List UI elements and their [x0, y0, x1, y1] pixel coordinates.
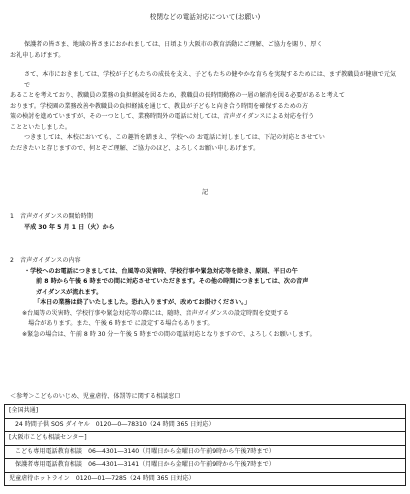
text-line: さて、本市におきましては、学校が子どもたちの成長を支え、子どもたちの健やかな育ちを実現するためには、まず教職員が健康で元気で — [24, 71, 396, 89]
table-cell: 保護者専用電話教育相談 06―4301―3141（月曜日から金曜日の午前9時から午後7時まで） — [5, 459, 406, 473]
section-start-date — [10, 212, 402, 233]
table-row — [5, 472, 406, 486]
text-line: 保護者の皆さま、地域の皆さまにおかれましては、日頃より大阪市の教育活動にご理解、ご協力を賜り、厚く — [24, 41, 323, 48]
page-title: 校閉などの電話対応について(お願い) — [149, 13, 261, 21]
table-row — [5, 445, 406, 459]
emergency-note: ※緊急の場合は、午前 8 時 30 分～午後 5 時までの間の電話対応となりますので、よろしくお願いします。 — [22, 330, 316, 338]
table-cell: 24 時間子供 SOS ダイヤル 0120―0―78310（24 時間 365 日対応） — [5, 418, 406, 432]
start-date: 平成 30 年 5 月 1 日（火）から — [24, 223, 115, 231]
table-row — [5, 405, 406, 419]
notice-marker: 記 — [201, 189, 209, 196]
text-line: おります。学校園の業務改善や教職員の負担軽減を通じて、教員が子どもと向き合う時間を確保するための方 — [10, 102, 308, 110]
text-line: ただきたいと存じますので、何とぞご理解、ご協力のほど、よろしくお願い申しあげます。 — [10, 144, 260, 152]
consultation-table — [4, 404, 406, 486]
note-line: ※台風等の災害時、学校行事や緊急対応等の際には、随時、音声ガイダンスの設定時間を変更する — [22, 309, 289, 317]
section-heading: 2 音声ガイダンスの内容 — [10, 257, 81, 264]
text-line: ・学校へのお電話につきましては、台風等の災害時、学校行事や緊急対応等を除き、原則、平日の午 — [24, 267, 298, 275]
table-row — [5, 459, 406, 473]
greeting-paragraph — [10, 40, 402, 61]
table-row — [5, 418, 406, 432]
table-cell: 児童虐待ホットライン 0120―01―7285（24 時間 365 日対応） — [5, 472, 406, 486]
guidance-quote: 「本日の業務は終了いたしました。恐れ入りますが、改めてお掛けください。」 — [34, 299, 251, 306]
table-row — [5, 432, 406, 446]
section-guidance-content — [10, 256, 402, 340]
table-cell: [大阪市こども相談センター] — [5, 432, 406, 446]
reference-caption: ＜参考＞こどものいじめ、児童虐待、体罰等に関する相談窓口 — [10, 393, 181, 400]
text-line: ことといたしました。 — [10, 123, 71, 131]
body-paragraph — [10, 70, 402, 154]
section-heading: 1 音声ガイダンスの開始時期 — [10, 213, 93, 220]
table-cell: [全国共通] — [5, 405, 406, 419]
text-line: あることを考えており、教職員の業務の負担軽減を図るため、教職員の長時間勤務の一層の解消を図る必要があると考えて — [10, 92, 345, 99]
text-line: ガイダンスが流れます。 — [36, 288, 103, 296]
table-cell: こども専用電話教育相談 06―4301―3140（月曜日から金曜日の午前9時から午後7時まで） — [5, 445, 406, 459]
text-line: お礼申しあげます。 — [10, 51, 65, 59]
note-line: 場合があります。また、午後 6 時まで に設定する場合もあります。 — [22, 320, 214, 327]
text-line: つきましては、本校においても、この趣旨を踏まえ、学校への お電話に対しましては、下記の対応とさせてい — [24, 134, 325, 141]
text-line: 策の検討を進めていますが、その一つとして、業務時間外の電話に対しては、音声ガイダンスによる対応を行う — [10, 113, 315, 120]
text-line: 前 8 時から午後 6 時までの間に対応させていただきます。その他の時間につきましては、次の音声 — [36, 278, 309, 285]
